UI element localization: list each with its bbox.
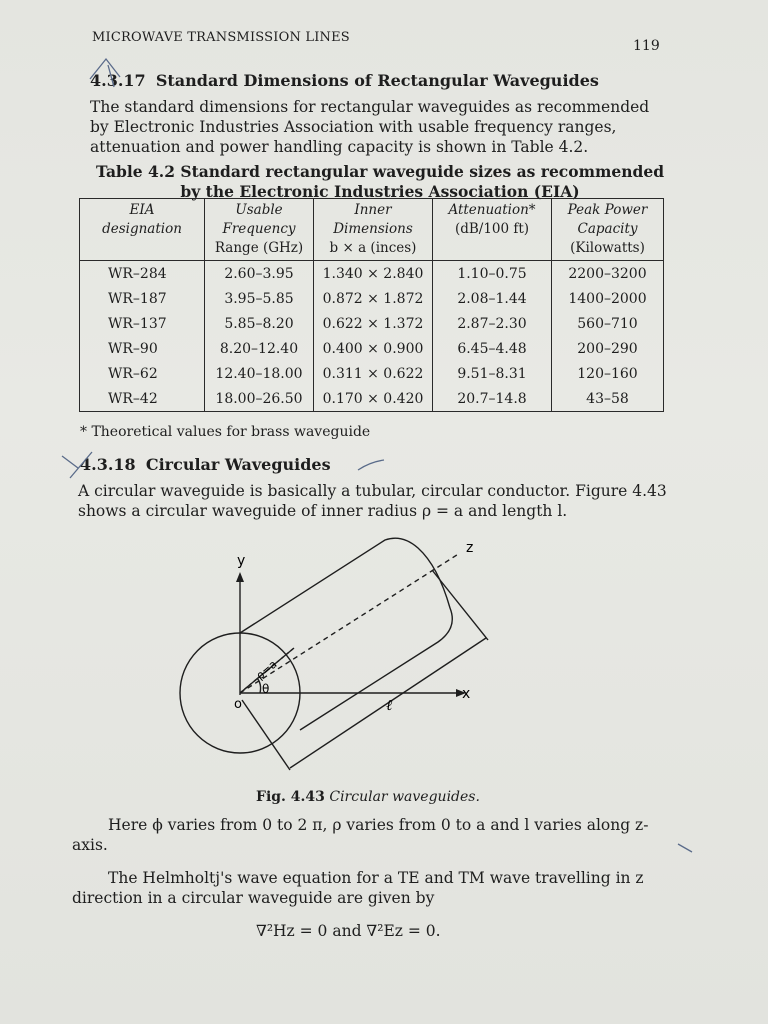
- figure-caption-text: Circular waveguides.: [329, 789, 480, 805]
- running-header: MICROWAVE TRANSMISSION LINES: [92, 30, 350, 45]
- table-cell: 1400–2000: [552, 286, 664, 311]
- column-header: Usable Frequency Range (GHz): [205, 199, 314, 261]
- length-label: ℓ: [386, 696, 393, 714]
- section-number: 4.3.18: [80, 455, 136, 474]
- column-header: Inner Dimensions b × a (inces): [314, 199, 433, 261]
- table-cell: WR–42: [80, 386, 205, 412]
- section-number: 4.3.17: [90, 71, 146, 90]
- table-cell: 0.170 × 0.420: [314, 386, 433, 412]
- table-caption: Table 4.2 Standard rectangular waveguide sizes as recommended by the Electronic Industries Association (EIA): [95, 162, 665, 201]
- figure-caption: [256, 789, 480, 805]
- body-paragraph: Here ϕ varies from 0 to 2 π, ρ varies from 0 to a and l varies along z-axis.: [72, 816, 649, 854]
- section-title: Standard Dimensions of Rectangular Waveguides: [155, 71, 599, 90]
- table-cell: 2.08–1.44: [433, 286, 552, 311]
- y-axis-label: y: [237, 553, 246, 569]
- table-cell: 2200–3200: [552, 261, 664, 287]
- table-header-row: [80, 199, 664, 261]
- table-cell: WR–137: [80, 311, 205, 336]
- z-axis-label: z: [466, 540, 474, 556]
- table-cell: WR–284: [80, 261, 205, 287]
- cylinder-outline: [240, 538, 452, 730]
- table-cell: 0.311 × 0.622: [314, 361, 433, 386]
- figure-number: Fig. 4.43: [256, 789, 325, 805]
- table-cell: 560–710: [552, 311, 664, 336]
- table-row: [80, 286, 664, 311]
- table-cell: WR–62: [80, 361, 205, 386]
- radius-label: ρ=a: [253, 657, 280, 683]
- table-row: [80, 361, 664, 386]
- table-cell: WR–187: [80, 286, 205, 311]
- x-axis-label: x: [462, 686, 471, 702]
- origin-label: o: [234, 697, 242, 712]
- table-row: [80, 336, 664, 361]
- table-cell: 8.20–12.40: [205, 336, 314, 361]
- table-cell: 12.40–18.00: [205, 361, 314, 386]
- table-cell: 18.00–26.50: [205, 386, 314, 412]
- column-header: Peak Power Capacity (Kilowatts): [552, 199, 664, 261]
- table-cell: 1.340 × 2.840: [314, 261, 433, 287]
- table-cell: 2.87–2.30: [433, 311, 552, 336]
- table-cell: WR–90: [80, 336, 205, 361]
- table-cell: 5.85–8.20: [205, 311, 314, 336]
- helmholtz-equation: ∇²Hz = 0 and ∇²Ez = 0.: [256, 922, 441, 940]
- table-cell: 0.622 × 1.372: [314, 311, 433, 336]
- table-cell: 120–160: [552, 361, 664, 386]
- table-cell: 1.10–0.75: [433, 261, 552, 287]
- table-cell: 0.400 × 0.900: [314, 336, 433, 361]
- table-cell: 0.872 × 1.872: [314, 286, 433, 311]
- section-paragraph: The standard dimensions for rectangular waveguides as recommended by Electronic Industries Association with usable frequency ranges, attenuation and power handling capacity is shown in Table 4.2.: [90, 98, 650, 156]
- section-paragraph: A circular waveguide is basically a tubular, circular conductor. Figure 4.43 shows a circular waveguide of inner radius ρ = a and length l.: [78, 482, 667, 520]
- section-title: Circular Waveguides: [145, 455, 331, 474]
- table-row: [80, 311, 664, 336]
- pencil-mark-icon: [676, 840, 696, 856]
- body-paragraph: The Helmholtj's wave equation for a TE and TM wave travelling in z direction in a circular waveguide are given by: [72, 869, 644, 907]
- page-number: 119: [633, 38, 660, 54]
- column-header: Attenuation* (dB/100 ft): [433, 199, 552, 261]
- section-heading-4-3-17: [90, 71, 599, 90]
- table-cell: 9.51–8.31: [433, 361, 552, 386]
- table-row: [80, 386, 664, 412]
- pencil-mark-icon: [84, 55, 144, 91]
- table-cell: 3.95–5.85: [205, 286, 314, 311]
- theta-label: θ: [262, 682, 270, 696]
- waveguide-table: [79, 198, 664, 412]
- circular-waveguide-figure: [170, 530, 510, 780]
- table-cell: 6.45–4.48: [433, 336, 552, 361]
- table-cell: 20.7–14.8: [433, 386, 552, 412]
- column-header: EIA designation: [80, 199, 205, 261]
- table-footnote: * Theoretical values for brass waveguide: [80, 424, 371, 440]
- table-cell: 200–290: [552, 336, 664, 361]
- table-cell: 43–58: [552, 386, 664, 412]
- table-row: [80, 261, 664, 287]
- table-cell: 2.60–3.95: [205, 261, 314, 287]
